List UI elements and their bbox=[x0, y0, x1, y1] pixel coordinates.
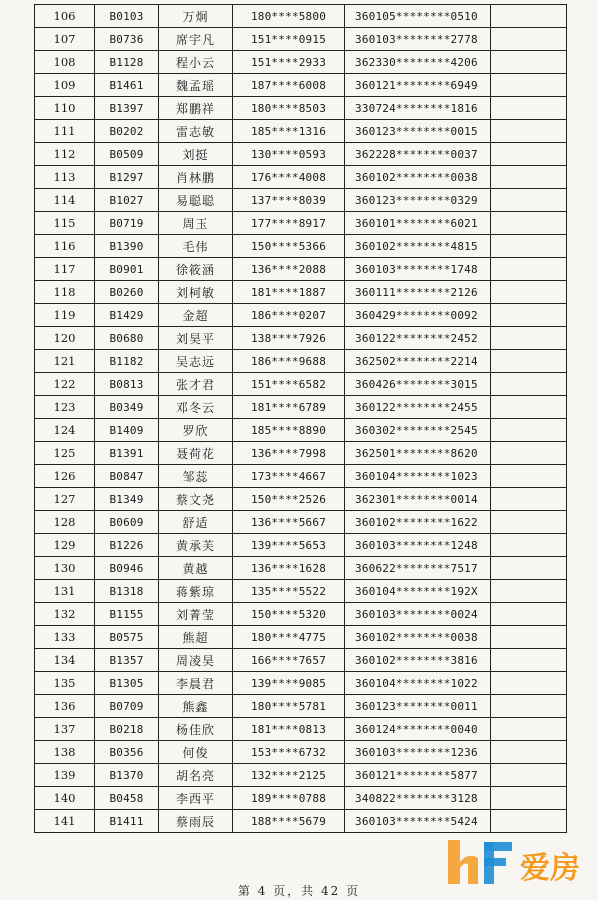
empty-cell bbox=[491, 97, 567, 120]
applicant-name: 魏孟瑶 bbox=[159, 74, 233, 97]
applicant-name: 黄越 bbox=[159, 557, 233, 580]
ticket-code: B0260 bbox=[95, 281, 159, 304]
row-number: 135 bbox=[35, 672, 95, 695]
ticket-code: B0901 bbox=[95, 258, 159, 281]
phone-number: 180****8503 bbox=[233, 97, 345, 120]
applicant-name: 周凌昊 bbox=[159, 649, 233, 672]
ticket-code: B1155 bbox=[95, 603, 159, 626]
aifang-logo bbox=[446, 832, 596, 892]
row-number: 137 bbox=[35, 718, 95, 741]
ticket-code: B1297 bbox=[95, 166, 159, 189]
ticket-code: B1390 bbox=[95, 235, 159, 258]
applicant-name: 舒适 bbox=[159, 511, 233, 534]
id-number: 360102********0038 bbox=[345, 626, 491, 649]
id-number: 360104********192X bbox=[345, 580, 491, 603]
empty-cell bbox=[491, 488, 567, 511]
row-number: 116 bbox=[35, 235, 95, 258]
applicant-name: 席宇凡 bbox=[159, 28, 233, 51]
applicant-name: 万炯 bbox=[159, 5, 233, 28]
empty-cell bbox=[491, 258, 567, 281]
phone-number: 151****2933 bbox=[233, 51, 345, 74]
ticket-code: B0847 bbox=[95, 465, 159, 488]
applicant-name: 刘挺 bbox=[159, 143, 233, 166]
empty-cell bbox=[491, 350, 567, 373]
table-row bbox=[35, 787, 567, 810]
id-number: 360103********1748 bbox=[345, 258, 491, 281]
empty-cell bbox=[491, 741, 567, 764]
row-number: 126 bbox=[35, 465, 95, 488]
id-number: 360102********0038 bbox=[345, 166, 491, 189]
id-number: 360101********6021 bbox=[345, 212, 491, 235]
table-row bbox=[35, 143, 567, 166]
applicant-name: 邓冬云 bbox=[159, 396, 233, 419]
row-number: 113 bbox=[35, 166, 95, 189]
table-row bbox=[35, 580, 567, 603]
row-number: 117 bbox=[35, 258, 95, 281]
id-number: 360103********1248 bbox=[345, 534, 491, 557]
row-number: 111 bbox=[35, 120, 95, 143]
ticket-code: B0458 bbox=[95, 787, 159, 810]
id-number: 360124********0040 bbox=[345, 718, 491, 741]
ticket-code: B0609 bbox=[95, 511, 159, 534]
row-number: 108 bbox=[35, 51, 95, 74]
empty-cell bbox=[491, 672, 567, 695]
ticket-code: B1411 bbox=[95, 810, 159, 833]
applicant-name: 蒋紫琼 bbox=[159, 580, 233, 603]
table-row bbox=[35, 488, 567, 511]
table-row bbox=[35, 396, 567, 419]
row-number: 118 bbox=[35, 281, 95, 304]
table-row bbox=[35, 695, 567, 718]
table-row bbox=[35, 97, 567, 120]
row-number: 136 bbox=[35, 695, 95, 718]
phone-number: 151****0915 bbox=[233, 28, 345, 51]
table-row bbox=[35, 327, 567, 350]
empty-cell bbox=[491, 511, 567, 534]
row-number: 119 bbox=[35, 304, 95, 327]
id-number: 362502********2214 bbox=[345, 350, 491, 373]
ticket-code: B1349 bbox=[95, 488, 159, 511]
row-number: 122 bbox=[35, 373, 95, 396]
applicant-name: 李晨君 bbox=[159, 672, 233, 695]
empty-cell bbox=[491, 281, 567, 304]
row-number: 127 bbox=[35, 488, 95, 511]
empty-cell bbox=[491, 649, 567, 672]
applicant-name: 毛伟 bbox=[159, 235, 233, 258]
row-number: 141 bbox=[35, 810, 95, 833]
applicant-name: 周玉 bbox=[159, 212, 233, 235]
applicant-name: 吴志远 bbox=[159, 350, 233, 373]
table-row bbox=[35, 764, 567, 787]
applicant-table bbox=[34, 4, 567, 833]
row-number: 138 bbox=[35, 741, 95, 764]
ticket-code: B0218 bbox=[95, 718, 159, 741]
phone-number: 139****5653 bbox=[233, 534, 345, 557]
applicant-name: 蔡文尧 bbox=[159, 488, 233, 511]
table-row bbox=[35, 74, 567, 97]
id-number: 360104********1023 bbox=[345, 465, 491, 488]
table-row bbox=[35, 51, 567, 74]
empty-cell bbox=[491, 810, 567, 833]
applicant-name: 金超 bbox=[159, 304, 233, 327]
id-number: 360123********0011 bbox=[345, 695, 491, 718]
applicant-name: 徐筱涵 bbox=[159, 258, 233, 281]
id-number: 362301********0014 bbox=[345, 488, 491, 511]
empty-cell bbox=[491, 28, 567, 51]
applicant-name: 蔡雨辰 bbox=[159, 810, 233, 833]
phone-number: 180****4775 bbox=[233, 626, 345, 649]
empty-cell bbox=[491, 120, 567, 143]
row-number: 106 bbox=[35, 5, 95, 28]
phone-number: 151****6582 bbox=[233, 373, 345, 396]
table-row bbox=[35, 419, 567, 442]
id-number: 360123********0329 bbox=[345, 189, 491, 212]
id-number: 360121********5877 bbox=[345, 764, 491, 787]
table-row bbox=[35, 258, 567, 281]
id-number: 360103********0024 bbox=[345, 603, 491, 626]
row-number: 131 bbox=[35, 580, 95, 603]
empty-cell bbox=[491, 327, 567, 350]
phone-number: 181****6789 bbox=[233, 396, 345, 419]
table-row bbox=[35, 120, 567, 143]
table-row bbox=[35, 28, 567, 51]
ticket-code: B1391 bbox=[95, 442, 159, 465]
phone-number: 150****2526 bbox=[233, 488, 345, 511]
row-number: 124 bbox=[35, 419, 95, 442]
phone-number: 136****2088 bbox=[233, 258, 345, 281]
id-number: 360426********3015 bbox=[345, 373, 491, 396]
table-row bbox=[35, 166, 567, 189]
ticket-code: B0946 bbox=[95, 557, 159, 580]
phone-number: 135****5522 bbox=[233, 580, 345, 603]
empty-cell bbox=[491, 695, 567, 718]
id-number: 362228********0037 bbox=[345, 143, 491, 166]
id-number: 362501********8620 bbox=[345, 442, 491, 465]
phone-number: 166****7657 bbox=[233, 649, 345, 672]
applicant-name: 熊鑫 bbox=[159, 695, 233, 718]
ticket-code: B1305 bbox=[95, 672, 159, 695]
applicant-name: 罗欣 bbox=[159, 419, 233, 442]
empty-cell bbox=[491, 557, 567, 580]
row-number: 133 bbox=[35, 626, 95, 649]
ticket-code: B0719 bbox=[95, 212, 159, 235]
empty-cell bbox=[491, 419, 567, 442]
ticket-code: B1027 bbox=[95, 189, 159, 212]
table-row bbox=[35, 741, 567, 764]
row-number: 132 bbox=[35, 603, 95, 626]
phone-number: 153****6732 bbox=[233, 741, 345, 764]
page-number: 第 4 页，共 42 页 bbox=[237, 884, 361, 898]
table-row bbox=[35, 534, 567, 557]
empty-cell bbox=[491, 787, 567, 810]
empty-cell bbox=[491, 304, 567, 327]
empty-cell bbox=[491, 212, 567, 235]
id-number: 360429********0092 bbox=[345, 304, 491, 327]
phone-number: 187****6008 bbox=[233, 74, 345, 97]
table-row bbox=[35, 557, 567, 580]
empty-cell bbox=[491, 626, 567, 649]
row-number: 129 bbox=[35, 534, 95, 557]
id-number: 360104********1022 bbox=[345, 672, 491, 695]
applicant-name: 郑鹏祥 bbox=[159, 97, 233, 120]
applicant-name: 刘柯敏 bbox=[159, 281, 233, 304]
phone-number: 180****5781 bbox=[233, 695, 345, 718]
applicant-name: 肖林鹏 bbox=[159, 166, 233, 189]
id-number: 360302********2545 bbox=[345, 419, 491, 442]
ticket-code: B0709 bbox=[95, 695, 159, 718]
row-number: 120 bbox=[35, 327, 95, 350]
table-row bbox=[35, 304, 567, 327]
row-number: 109 bbox=[35, 74, 95, 97]
id-number: 360103********2778 bbox=[345, 28, 491, 51]
id-number: 340822********3128 bbox=[345, 787, 491, 810]
id-number: 360122********2452 bbox=[345, 327, 491, 350]
ticket-code: B0509 bbox=[95, 143, 159, 166]
table-row bbox=[35, 810, 567, 833]
empty-cell bbox=[491, 580, 567, 603]
id-number: 360111********2126 bbox=[345, 281, 491, 304]
empty-cell bbox=[491, 166, 567, 189]
empty-cell bbox=[491, 74, 567, 97]
applicant-name: 熊超 bbox=[159, 626, 233, 649]
row-number: 128 bbox=[35, 511, 95, 534]
row-number: 115 bbox=[35, 212, 95, 235]
phone-number: 136****5667 bbox=[233, 511, 345, 534]
applicant-name: 胡名亮 bbox=[159, 764, 233, 787]
ticket-code: B1182 bbox=[95, 350, 159, 373]
phone-number: 130****0593 bbox=[233, 143, 345, 166]
phone-number: 185****1316 bbox=[233, 120, 345, 143]
empty-cell bbox=[491, 465, 567, 488]
phone-number: 150****5320 bbox=[233, 603, 345, 626]
empty-cell bbox=[491, 143, 567, 166]
id-number: 330724********1816 bbox=[345, 97, 491, 120]
table-row bbox=[35, 626, 567, 649]
applicant-name: 程小云 bbox=[159, 51, 233, 74]
phone-number: 181****1887 bbox=[233, 281, 345, 304]
ticket-code: B0680 bbox=[95, 327, 159, 350]
ticket-code: B0736 bbox=[95, 28, 159, 51]
row-number: 125 bbox=[35, 442, 95, 465]
empty-cell bbox=[491, 235, 567, 258]
phone-number: 137****8039 bbox=[233, 189, 345, 212]
ticket-code: B0202 bbox=[95, 120, 159, 143]
id-number: 360103********5424 bbox=[345, 810, 491, 833]
table-row bbox=[35, 350, 567, 373]
id-number: 360622********7517 bbox=[345, 557, 491, 580]
ticket-code: B1397 bbox=[95, 97, 159, 120]
empty-cell bbox=[491, 442, 567, 465]
row-number: 121 bbox=[35, 350, 95, 373]
row-number: 123 bbox=[35, 396, 95, 419]
empty-cell bbox=[491, 603, 567, 626]
id-number: 362330********4206 bbox=[345, 51, 491, 74]
empty-cell bbox=[491, 718, 567, 741]
phone-number: 181****0813 bbox=[233, 718, 345, 741]
ticket-code: B1409 bbox=[95, 419, 159, 442]
row-number: 130 bbox=[35, 557, 95, 580]
phone-number: 185****8890 bbox=[233, 419, 345, 442]
applicant-name: 邹蕊 bbox=[159, 465, 233, 488]
ticket-code: B1226 bbox=[95, 534, 159, 557]
row-number: 107 bbox=[35, 28, 95, 51]
applicant-name: 杨佳欣 bbox=[159, 718, 233, 741]
phone-number: 189****0788 bbox=[233, 787, 345, 810]
ticket-code: B0349 bbox=[95, 396, 159, 419]
empty-cell bbox=[491, 764, 567, 787]
ticket-code: B0103 bbox=[95, 5, 159, 28]
id-number: 360102********4815 bbox=[345, 235, 491, 258]
empty-cell bbox=[491, 534, 567, 557]
ticket-code: B1461 bbox=[95, 74, 159, 97]
phone-number: 186****9688 bbox=[233, 350, 345, 373]
phone-number: 180****5800 bbox=[233, 5, 345, 28]
phone-number: 173****4667 bbox=[233, 465, 345, 488]
ticket-code: B1429 bbox=[95, 304, 159, 327]
applicant-name: 刘菁莹 bbox=[159, 603, 233, 626]
empty-cell bbox=[491, 396, 567, 419]
empty-cell bbox=[491, 373, 567, 396]
phone-number: 136****7998 bbox=[233, 442, 345, 465]
applicant-name: 易聪聪 bbox=[159, 189, 233, 212]
table-row bbox=[35, 235, 567, 258]
ticket-code: B1128 bbox=[95, 51, 159, 74]
row-number: 114 bbox=[35, 189, 95, 212]
table-row bbox=[35, 373, 567, 396]
applicant-name: 李西平 bbox=[159, 787, 233, 810]
phone-number: 139****9085 bbox=[233, 672, 345, 695]
id-number: 360105********0510 bbox=[345, 5, 491, 28]
table-row bbox=[35, 442, 567, 465]
table-row bbox=[35, 212, 567, 235]
ticket-code: B0813 bbox=[95, 373, 159, 396]
table-body bbox=[35, 5, 567, 833]
applicant-name: 张才君 bbox=[159, 373, 233, 396]
id-number: 360102********1622 bbox=[345, 511, 491, 534]
table-row bbox=[35, 718, 567, 741]
phone-number: 132****2125 bbox=[233, 764, 345, 787]
document-sheet bbox=[34, 4, 566, 833]
table-row bbox=[35, 603, 567, 626]
row-number: 110 bbox=[35, 97, 95, 120]
empty-cell bbox=[491, 5, 567, 28]
table-row bbox=[35, 672, 567, 695]
row-number: 140 bbox=[35, 787, 95, 810]
phone-number: 138****7926 bbox=[233, 327, 345, 350]
id-number: 360121********6949 bbox=[345, 74, 491, 97]
applicant-name: 何俊 bbox=[159, 741, 233, 764]
table-row bbox=[35, 189, 567, 212]
id-number: 360103********1236 bbox=[345, 741, 491, 764]
phone-number: 186****0207 bbox=[233, 304, 345, 327]
logo-text: 爱房 bbox=[520, 851, 580, 886]
table-row bbox=[35, 281, 567, 304]
table-row bbox=[35, 5, 567, 28]
id-number: 360122********2455 bbox=[345, 396, 491, 419]
ticket-code: B1318 bbox=[95, 580, 159, 603]
row-number: 134 bbox=[35, 649, 95, 672]
applicant-name: 黄承芙 bbox=[159, 534, 233, 557]
phone-number: 150****5366 bbox=[233, 235, 345, 258]
id-number: 360123********0015 bbox=[345, 120, 491, 143]
phone-number: 188****5679 bbox=[233, 810, 345, 833]
ticket-code: B0356 bbox=[95, 741, 159, 764]
phone-number: 136****1628 bbox=[233, 557, 345, 580]
table-row bbox=[35, 465, 567, 488]
phone-number: 177****8917 bbox=[233, 212, 345, 235]
id-number: 360102********3816 bbox=[345, 649, 491, 672]
applicant-name: 聂荷花 bbox=[159, 442, 233, 465]
row-number: 139 bbox=[35, 764, 95, 787]
row-number: 112 bbox=[35, 143, 95, 166]
ticket-code: B1370 bbox=[95, 764, 159, 787]
empty-cell bbox=[491, 189, 567, 212]
ticket-code: B0575 bbox=[95, 626, 159, 649]
applicant-name: 刘昊平 bbox=[159, 327, 233, 350]
applicant-name: 雷志敏 bbox=[159, 120, 233, 143]
table-row bbox=[35, 511, 567, 534]
table-row bbox=[35, 649, 567, 672]
ticket-code: B1357 bbox=[95, 649, 159, 672]
empty-cell bbox=[491, 51, 567, 74]
phone-number: 176****4008 bbox=[233, 166, 345, 189]
